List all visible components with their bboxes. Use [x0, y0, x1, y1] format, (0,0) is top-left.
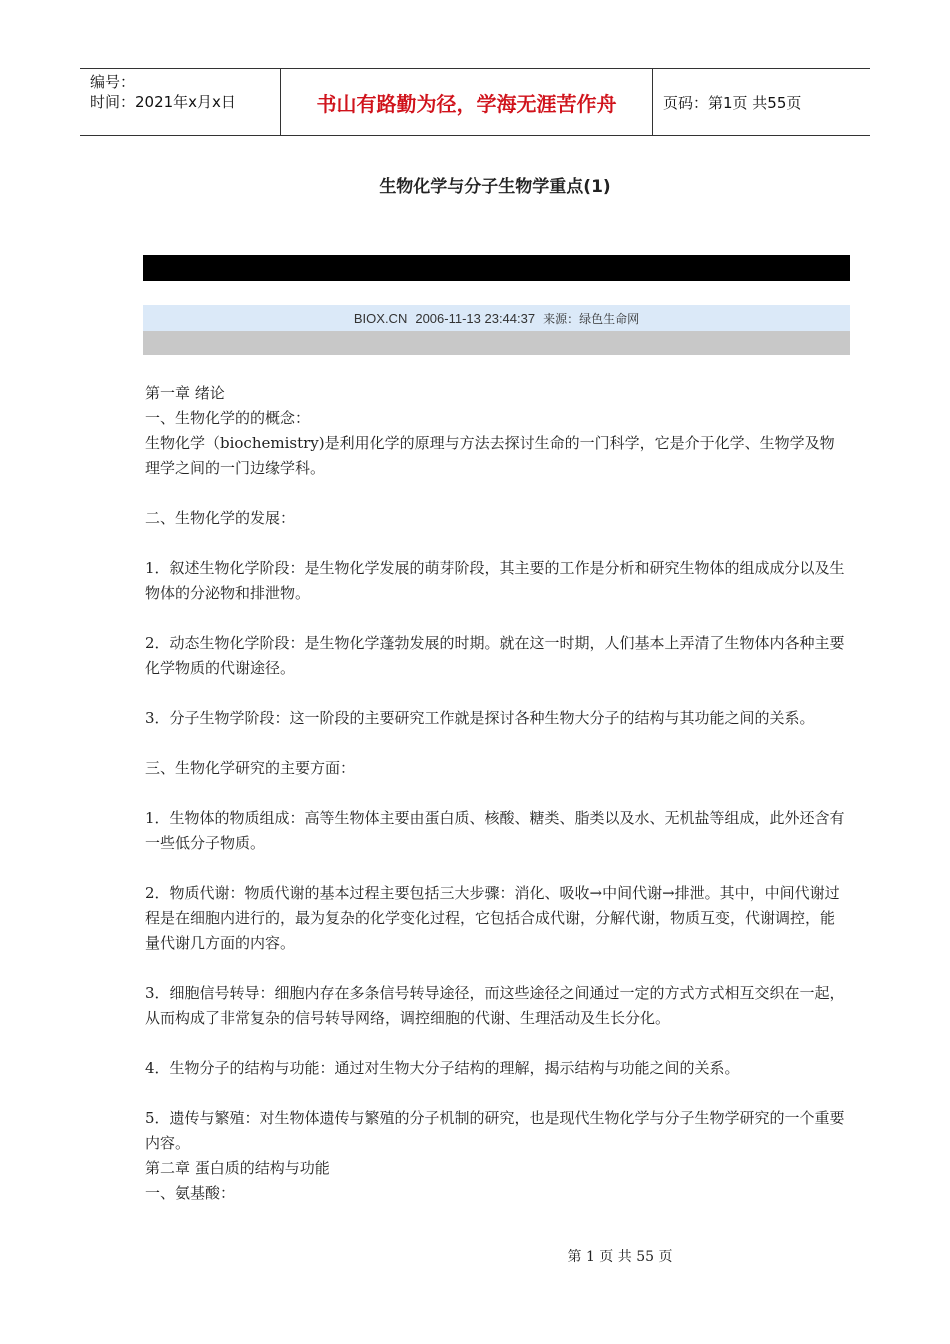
section-2-heading: 二、生物化学的发展：	[145, 509, 296, 527]
section-3-paragraph-1: 1．生物体的物质组成：高等生物体主要由蛋白质、核酸、糖类、脂类以及水、无机盐等组成，此外还含有一些低分子物质。	[145, 809, 845, 852]
meta-site: BIOX.CN	[353, 310, 408, 326]
chapter-2-section-1-heading: 一、氨基酸：	[145, 1184, 236, 1202]
section-3-heading: 三、生物化学研究的主要方面：	[145, 759, 356, 777]
article-body	[145, 381, 845, 1206]
chapter-2-heading: 第二章 蛋白质的结构与功能	[145, 1159, 330, 1177]
meta-datetime: 2006-11-13 23:44:37	[415, 310, 536, 326]
document-time-label: 时间：2021年x月x日	[90, 93, 236, 111]
section-3-paragraph-2: 2．物质代谢：物质代谢的基本过程主要包括三大步骤：消化、吸收→中间代谢→排泄。其中，中间代谢过程是在细胞内进行的，最为复杂的化学变化过程，它包括合成代谢，分解代谢，物质互变，代谢调控，能量代谢几方面的内容。	[145, 884, 840, 952]
section-3-paragraph-5: 5．遗传与繁殖：对生物体遗传与繁殖的分子机制的研究，也是现代生物化学与分子生物学研究的一个重要内容。	[145, 1109, 845, 1152]
header-page-info: 页码：第1页 共55页	[663, 93, 802, 112]
gray-divider-bar	[143, 331, 850, 355]
meta-source: 来源：绿色生命网	[543, 311, 640, 326]
header-info-cell	[80, 69, 280, 135]
section-1-heading: 一、生物化学的的概念：	[145, 409, 311, 427]
section-2-paragraph-1: 1．叙述生物化学阶段：是生物化学发展的萌芽阶段，其主要的工作是分析和研究生物体的组成成分以及生物体的分泌物和排泄物。	[145, 559, 845, 602]
chapter-1-heading: 第一章 绪论	[145, 384, 225, 402]
section-2-paragraph-3: 3．分子生物学阶段：这一阶段的主要研究工作就是探讨各种生物大分子的结构与其功能之间的关系。	[145, 709, 815, 727]
document-title: 生物化学与分子生物学重点(1)	[379, 177, 611, 197]
section-3-paragraph-4: 4．生物分子的结构与功能：通过对生物大分子结构的理解，揭示结构与功能之间的关系。	[145, 1059, 740, 1077]
article-meta-bar	[143, 305, 850, 331]
section-1-paragraph: 生物化学（biochemistry)是利用化学的原理与方法去探讨生命的一门科学，它是介于化学、生物学及物理学之间的一门边缘学科。	[145, 434, 835, 477]
document-number-label: 编号：	[90, 73, 136, 91]
page-footer: 第 1 页 共 55 页	[567, 1249, 673, 1265]
header-motto: 书山有路勤为径，学海无涯苦作舟	[280, 69, 653, 135]
section-2-paragraph-2: 2．动态生物化学阶段：是生物化学蓬勃发展的时期。就在这一时期，人们基本上弄清了生物体内各种主要化学物质的代谢途径。	[145, 634, 845, 677]
section-3-paragraph-3: 3．细胞信号转导：细胞内存在多条信号转导途径，而这些途径之间通过一定的方式方式相互交织在一起，从而构成了非常复杂的信号转导网络，调控细胞的代谢、生理活动及生长分化。	[145, 984, 845, 1027]
black-banner-bar	[143, 255, 850, 281]
document-header	[80, 68, 870, 136]
